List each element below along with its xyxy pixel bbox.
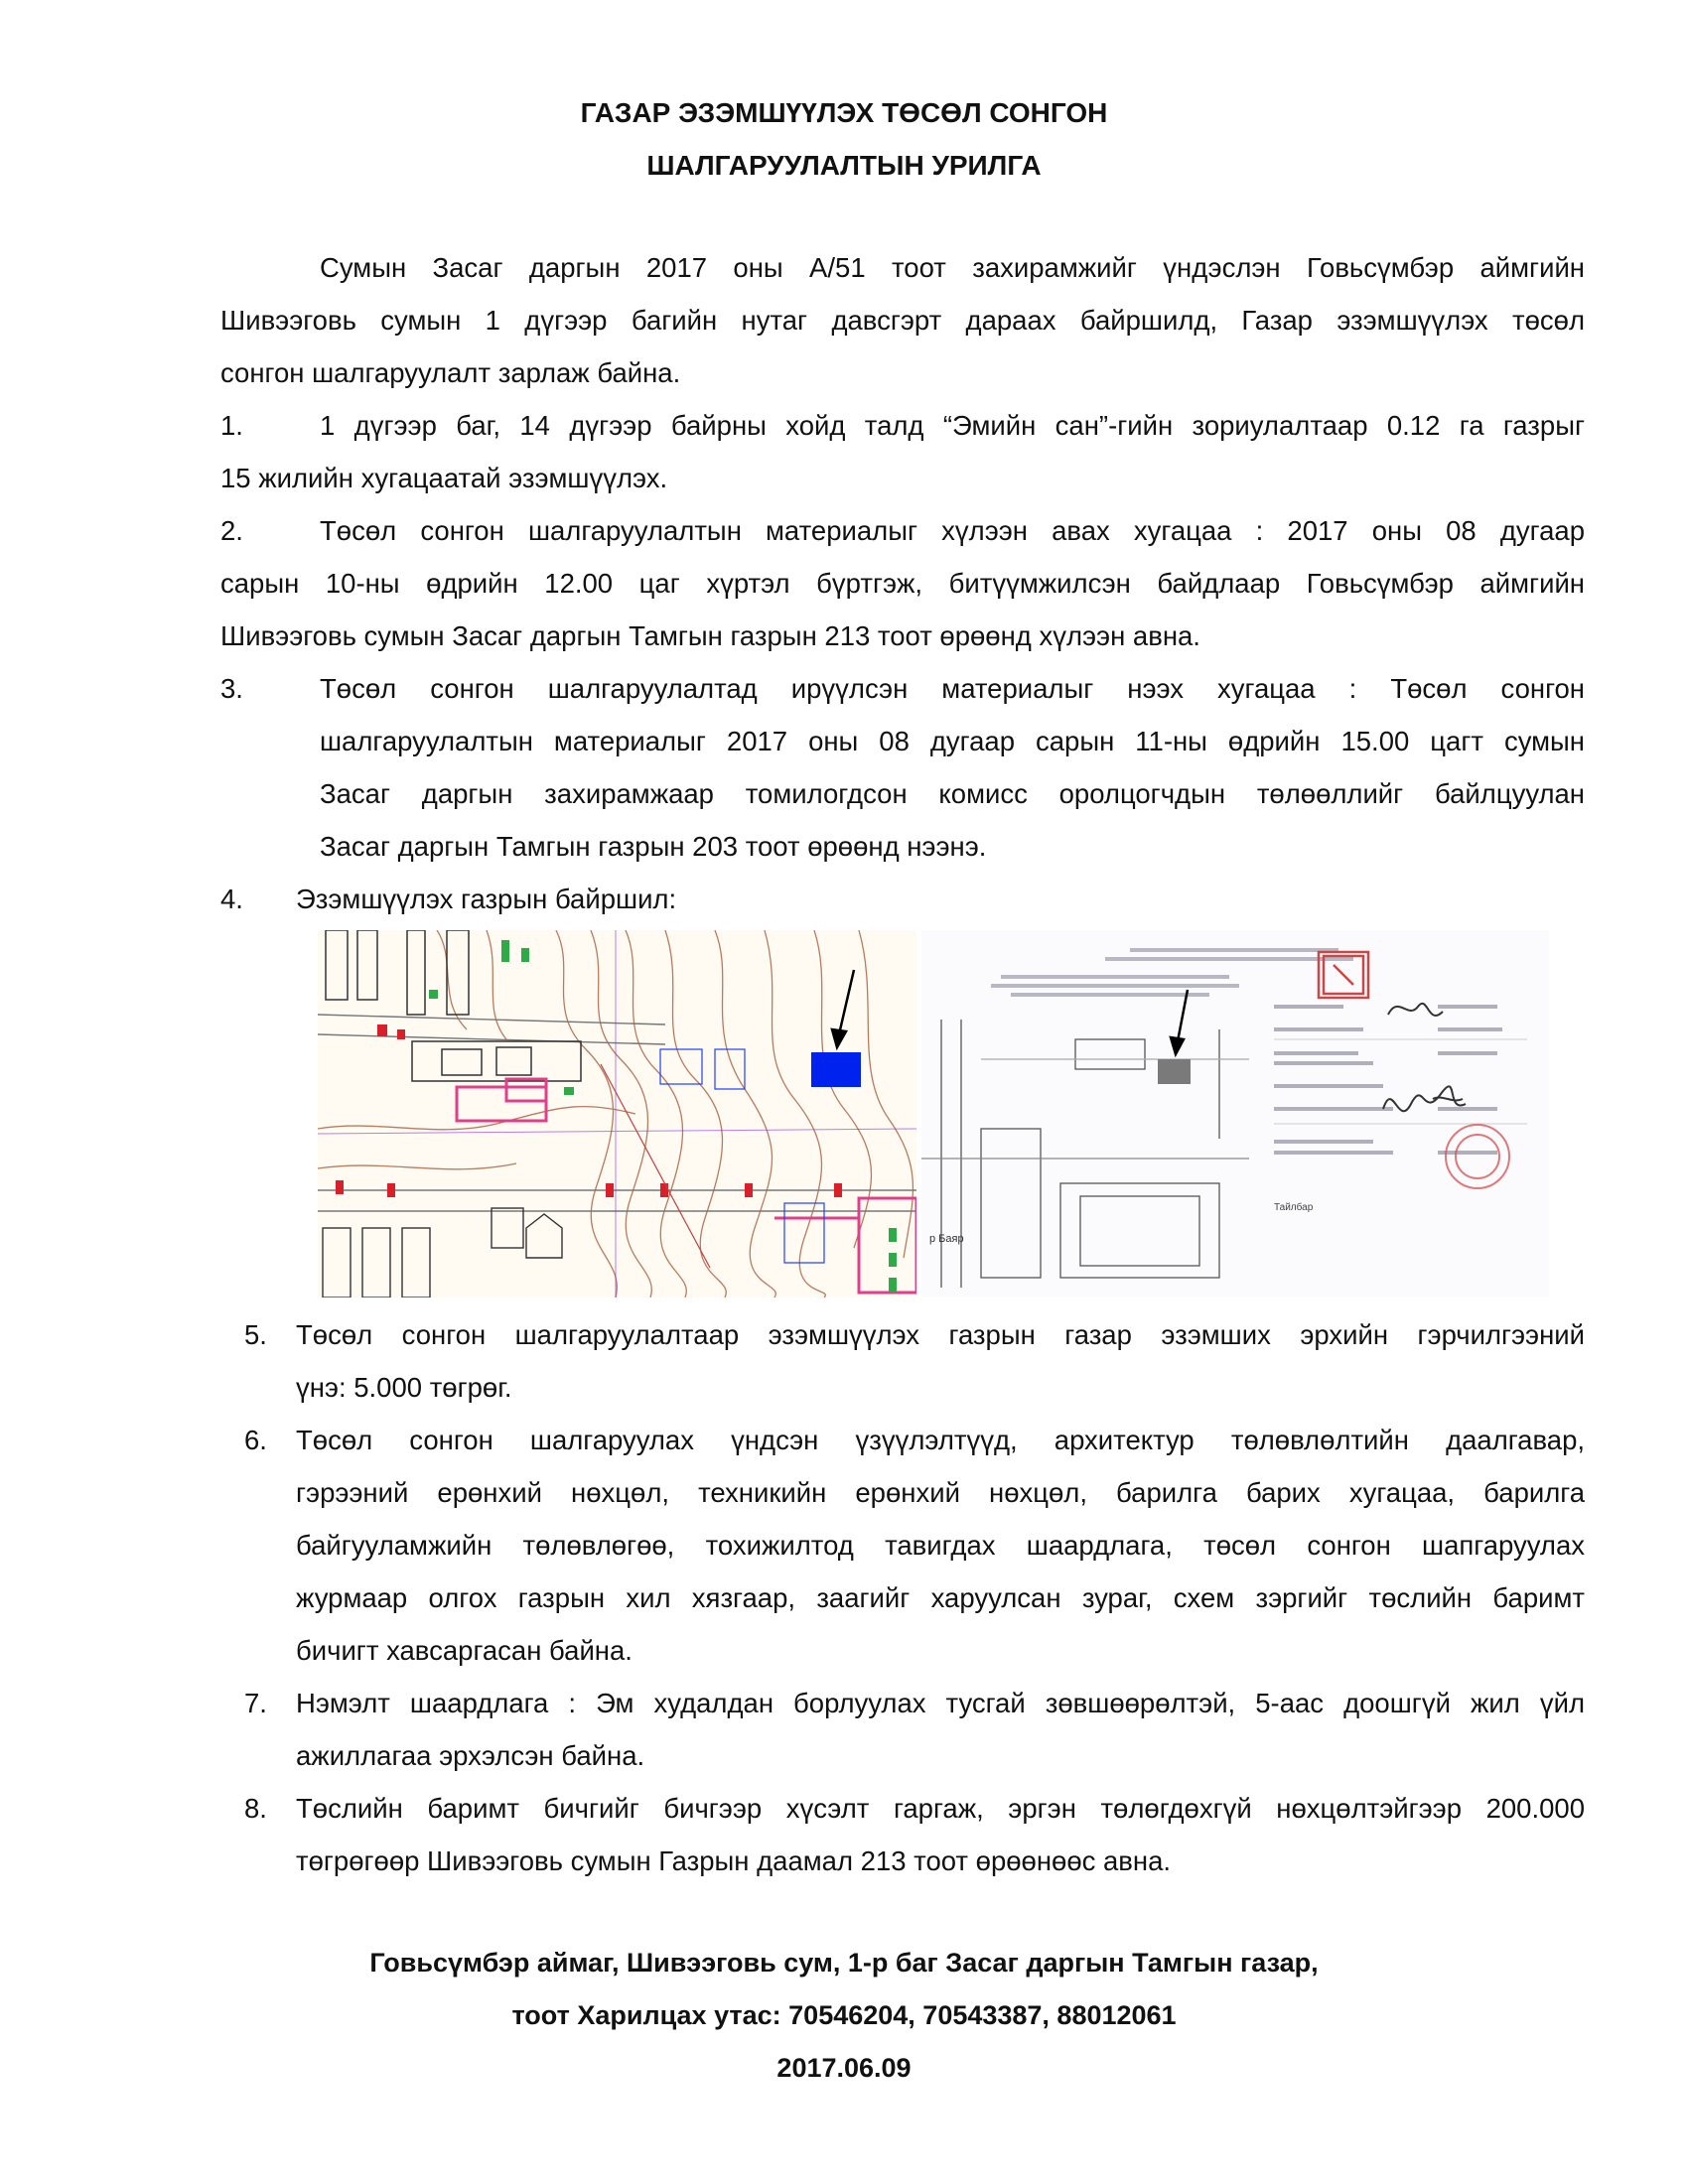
item-5-line-1: Төсөл сонгон шалгаруулалтаар эзэмшүүлэх газрын газар эзэмших эрхийн гэрчилгээний: [296, 1319, 1585, 1350]
item-6-line-1: Төсөл сонгон шалгаруулах үндсэн үзүүлэлтүүд, архитектур төлөвлөлтийн даалгавар,: [296, 1425, 1585, 1455]
item-3-line-1: Төсөл сонгон шалгаруулалтад ирүүлсэн материалыг нээх хугацаа : Төсөл сонгон: [320, 673, 1585, 704]
item-7-number: 7.: [244, 1688, 267, 1718]
item-6-line-5: бичигт хавсаргасан байна.: [296, 1635, 633, 1666]
site-plan-drawing: [921, 1020, 1249, 1288]
buildings-bottom: [323, 1208, 562, 1297]
intro-line-2: Шивээговь сумын 1 дүгээр багийн нутаг давсгэрт дараах байршилд, Газар эзэмшүүлэх төсөл: [220, 305, 1585, 336]
target-land-plot-grey: [1158, 1059, 1191, 1084]
intro-line-3: сонгон шалгаруулалт зарлаж байна.: [220, 357, 681, 388]
item-8-number: 8.: [244, 1793, 267, 1824]
item-5-number: 5.: [244, 1319, 267, 1350]
footer-phone: тоот Харилцах утас: 70546204, 70543387, 88012061: [511, 2000, 1177, 2030]
item-7-line-1: Нэмэлт шаардлага : Эм худалдан борлуулах тусгай зөвшөөрөлтэй, 5-аас доошгүй жил үйл: [296, 1688, 1585, 1718]
footer-address: Говьсүмбэр аймаг, Шивээговь сум, 1-р баг Засаг даргын Тамгын газар,: [369, 1948, 1319, 1978]
document-title-line-1: ГАЗАР ЭЗЭМШҮҮЛЭХ ТӨСӨЛ СОНГОН: [580, 97, 1108, 128]
arrow-icon: [832, 970, 854, 1047]
round-seal-icon: [1446, 1125, 1509, 1188]
item-4-number: 4.: [220, 884, 243, 914]
item-5-line-2: үнэ: 5.000 төгрөг.: [296, 1372, 512, 1403]
buildings-top-left: [326, 930, 581, 1081]
arrow-icon: [1171, 990, 1188, 1054]
item-2-number: 2.: [220, 515, 243, 546]
item-3-number: 3.: [220, 673, 243, 704]
item-3-line-4: Засаг даргын Тамгын газрын 203 тоот өрөөнд нээнэ.: [320, 831, 987, 862]
target-land-plot: [811, 1052, 861, 1087]
diagonal-path: [601, 1064, 710, 1268]
signature-block-lines: [1274, 1005, 1502, 1155]
item-6-number: 6.: [244, 1425, 267, 1455]
cadastral-map-drawing: [318, 930, 916, 1297]
footer-date: 2017.06.09: [776, 2053, 912, 2083]
item-2-line-2: сарын 10-ны өдрийн 12.00 цаг хүртэл бүртгэж, битүүмжилсэн байдлаар Говьсүмбэр аймгийн: [220, 568, 1585, 599]
handwritten-signature: [1383, 1004, 1466, 1111]
document-title-line-2: ШАЛГАРУУЛАЛТЫН УРИЛГА: [646, 150, 1042, 181]
item-3-line-2: шалгаруулалтын материалыг 2017 оны 08 дугаар сарын 11-ны өдрийн 15.00 цагт сумын: [320, 726, 1585, 756]
item-6-line-4: журмаар олгох газрын хил хязгаар, заагийг харуулсан зураг, схем зэргийг төслийн баримт: [296, 1582, 1585, 1613]
item-1-line-1: 1 дүгээр баг, 14 дүгээр байрны хойд талд “Эмийн сан”-гийн зориулалтаар 0.12 га газрыг: [320, 410, 1585, 441]
item-8-line-2: төгрөгөөр Шивээговь сумын Газрын даамал 213 тоот өрөөнөөс авна.: [296, 1845, 1172, 1876]
road-lines: [318, 1015, 916, 1211]
item-1-number: 1.: [220, 410, 243, 441]
green-markers: [429, 940, 897, 1292]
item-6-line-2: гэрээний ерөнхий нөхцөл, техникийн ерөнхий нөхцөл, барилга барих хугацаа, барилга: [296, 1477, 1585, 1508]
item-2-line-3: Шивээговь сумын Засаг даргын Тамгын газрын 213 тоот өрөөнд хүлээн авна.: [220, 620, 1200, 651]
item-3-line-3: Засаг даргын захирамжаар томилогдсон комисс оролцогчдын төлөөллийг байлцуулан: [320, 778, 1585, 809]
item-2-line-1: Төсөл сонгон шалгаруулалтын материалыг хүлээн авах хугацаа : 2017 оны 08 дугаар: [320, 515, 1585, 546]
item-4-line-1: Эзэмшүүлэх газрын байршил:: [296, 884, 677, 914]
blue-outlines: [660, 1049, 824, 1263]
item-8-line-1: Төслийн баримт бичгийг бичгээр хүсэлт гаргаж, эргэн төлөгдөхгүй нөхцөлтэйгээр 200.000: [296, 1793, 1585, 1824]
sheet-caption: Тайлбар: [1274, 1202, 1314, 1213]
sheet-header-lines: [991, 948, 1353, 997]
item-7-line-2: ажиллагаа эрхэлсэн байна.: [296, 1740, 645, 1771]
street-label: р Баяр: [929, 1233, 964, 1245]
pink-building-complex: [457, 1079, 916, 1293]
approval-sheet-scan: [921, 930, 1549, 1297]
approval-sheet-drawing: [921, 930, 1549, 1297]
item-6-line-3: байгууламжийн төлөвлөгөө, тохижилтод тавигдах шаардлага, төсөл сонгон шапгаруулах: [296, 1530, 1585, 1561]
item-1-line-2: 15 жилийн хугацаатай эзэмшүүлэх.: [220, 463, 668, 493]
cadastral-map-left: [318, 930, 916, 1297]
intro-line-1: Сумын Засаг даргын 2017 оны А/51 тоот захирамжийг үндэслэн Говьсүмбэр аймгийн: [320, 252, 1585, 283]
